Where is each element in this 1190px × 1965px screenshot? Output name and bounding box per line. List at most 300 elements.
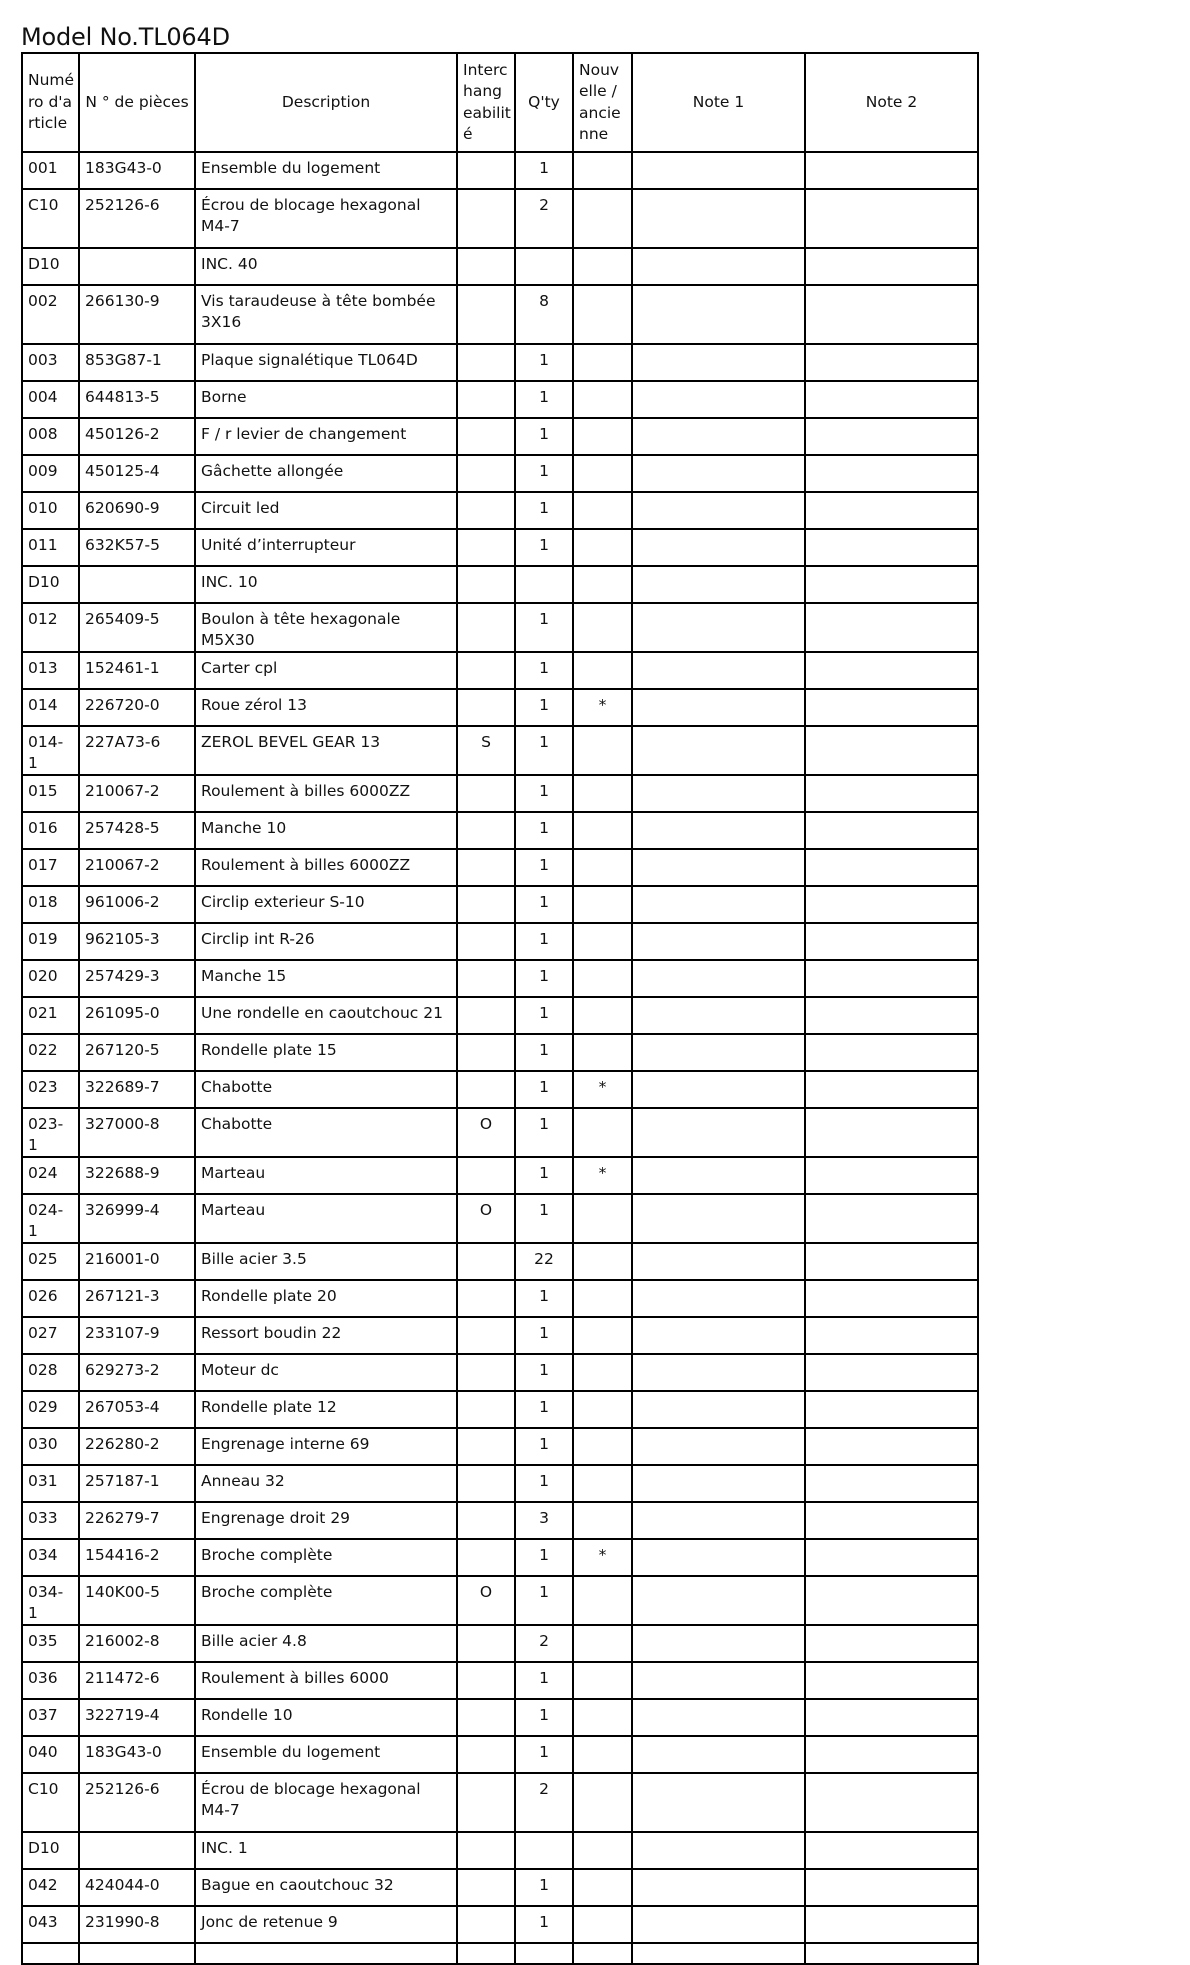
quantity-cell: 1: [515, 1354, 573, 1391]
note-1-cell: [632, 1869, 805, 1906]
item-number-cell: D10: [22, 1832, 79, 1869]
interchangeability-cell: [457, 923, 515, 960]
table-row: [22, 652, 978, 689]
empty-cell: [79, 1943, 195, 1964]
description-cell: Bille acier 3.5: [195, 1243, 457, 1280]
table-row: [22, 1625, 978, 1662]
header-quantity: Q'ty: [515, 53, 573, 152]
item-number-cell: 028: [22, 1354, 79, 1391]
header-interchangeability: Interc hang eabilit é: [457, 53, 515, 152]
description-cell: Roue zérol 13: [195, 689, 457, 726]
empty-cell: [632, 1943, 805, 1964]
quantity-cell: 1: [515, 1391, 573, 1428]
description-cell: Écrou de blocage hexagonal M4-7: [195, 189, 457, 248]
new-old-cell: [573, 812, 632, 849]
item-number-cell: 035: [22, 1625, 79, 1662]
note-2-cell: [805, 1243, 978, 1280]
note-2-cell: [805, 381, 978, 418]
note-2-cell: [805, 248, 978, 285]
header-item-number: Numé ro d'a rticle: [22, 53, 79, 152]
note-1-cell: [632, 248, 805, 285]
parts-table: [21, 52, 979, 1965]
description-cell: Chabotte: [195, 1071, 457, 1108]
note-1-cell: [632, 1243, 805, 1280]
description-cell: Ensemble du logement: [195, 1736, 457, 1773]
note-1-cell: [632, 152, 805, 189]
note-1-cell: [632, 1736, 805, 1773]
new-old-cell: [573, 455, 632, 492]
description-cell: Unité d’interrupteur: [195, 529, 457, 566]
note-2-cell: [805, 285, 978, 344]
note-2-cell: [805, 418, 978, 455]
item-number-cell: 034: [22, 1539, 79, 1576]
part-number-cell: 322688-9: [79, 1157, 195, 1194]
note-1-cell: [632, 1391, 805, 1428]
interchangeability-cell: [457, 1071, 515, 1108]
new-old-cell: *: [573, 1071, 632, 1108]
note-1-cell: [632, 529, 805, 566]
quantity-cell: [515, 248, 573, 285]
new-old-cell: [573, 886, 632, 923]
new-old-cell: [573, 603, 632, 652]
table-row: [22, 886, 978, 923]
note-1-cell: [632, 997, 805, 1034]
part-number-cell: 322719-4: [79, 1699, 195, 1736]
note-2-cell: [805, 1194, 978, 1243]
new-old-cell: [573, 1194, 632, 1243]
part-number-cell: 322689-7: [79, 1071, 195, 1108]
table-row-cut: [22, 1943, 978, 1964]
item-number-cell: D10: [22, 566, 79, 603]
table-row: [22, 492, 978, 529]
new-old-cell: [573, 418, 632, 455]
description-cell: Gâchette allongée: [195, 455, 457, 492]
part-number-cell: 265409-5: [79, 603, 195, 652]
new-old-cell: [573, 344, 632, 381]
table-row: [22, 1194, 978, 1243]
item-number-cell: 033: [22, 1502, 79, 1539]
note-2-cell: [805, 1354, 978, 1391]
note-1-cell: [632, 1906, 805, 1943]
part-number-cell: 252126-6: [79, 189, 195, 248]
note-1-cell: [632, 1539, 805, 1576]
description-cell: F / r levier de changement: [195, 418, 457, 455]
item-number-cell: 010: [22, 492, 79, 529]
quantity-cell: 1: [515, 775, 573, 812]
description-cell: Moteur dc: [195, 1354, 457, 1391]
interchangeability-cell: [457, 689, 515, 726]
new-old-cell: [573, 1773, 632, 1832]
note-2-cell: [805, 566, 978, 603]
part-number-cell: 183G43-0: [79, 1736, 195, 1773]
interchangeability-cell: [457, 997, 515, 1034]
interchangeability-cell: [457, 492, 515, 529]
part-number-cell: 257187-1: [79, 1465, 195, 1502]
table-row: [22, 418, 978, 455]
description-cell: Circuit led: [195, 492, 457, 529]
new-old-cell: [573, 1576, 632, 1625]
item-number-cell: 034-1: [22, 1576, 79, 1625]
quantity-cell: 1: [515, 960, 573, 997]
note-2-cell: [805, 997, 978, 1034]
interchangeability-cell: [457, 1832, 515, 1869]
description-cell: Borne: [195, 381, 457, 418]
description-cell: Bille acier 4.8: [195, 1625, 457, 1662]
quantity-cell: 1: [515, 455, 573, 492]
quantity-cell: 1: [515, 1280, 573, 1317]
table-row: [22, 152, 978, 189]
description-cell: Circlip exterieur S-10: [195, 886, 457, 923]
item-number-cell: 022: [22, 1034, 79, 1071]
new-old-cell: *: [573, 1539, 632, 1576]
interchangeability-cell: [457, 344, 515, 381]
part-number-cell: 267120-5: [79, 1034, 195, 1071]
quantity-cell: 1: [515, 1108, 573, 1157]
new-old-cell: [573, 152, 632, 189]
description-cell: Rondelle plate 20: [195, 1280, 457, 1317]
item-number-cell: 024-1: [22, 1194, 79, 1243]
note-1-cell: [632, 689, 805, 726]
item-number-cell: 013: [22, 652, 79, 689]
table-row: [22, 1071, 978, 1108]
description-cell: Carter cpl: [195, 652, 457, 689]
part-number-cell: 211472-6: [79, 1662, 195, 1699]
part-number-cell: [79, 1832, 195, 1869]
note-2-cell: [805, 923, 978, 960]
note-1-cell: [632, 418, 805, 455]
empty-cell: [573, 1943, 632, 1964]
interchangeability-cell: [457, 1280, 515, 1317]
table-row: [22, 285, 978, 344]
description-cell: Jonc de retenue 9: [195, 1906, 457, 1943]
quantity-cell: 1: [515, 1576, 573, 1625]
note-2-cell: [805, 1034, 978, 1071]
description-cell: Anneau 32: [195, 1465, 457, 1502]
note-1-cell: [632, 1625, 805, 1662]
interchangeability-cell: [457, 1243, 515, 1280]
part-number-cell: 152461-1: [79, 652, 195, 689]
interchangeability-cell: [457, 775, 515, 812]
table-row: [22, 1108, 978, 1157]
description-cell: Ensemble du logement: [195, 152, 457, 189]
table-row: [22, 923, 978, 960]
quantity-cell: [515, 1832, 573, 1869]
table-row: [22, 381, 978, 418]
item-number-cell: 026: [22, 1280, 79, 1317]
item-number-cell: 016: [22, 812, 79, 849]
note-2-cell: [805, 1539, 978, 1576]
note-2-cell: [805, 886, 978, 923]
note-2-cell: [805, 1317, 978, 1354]
quantity-cell: 1: [515, 1869, 573, 1906]
note-1-cell: [632, 1662, 805, 1699]
item-number-cell: 008: [22, 418, 79, 455]
quantity-cell: 1: [515, 603, 573, 652]
interchangeability-cell: [457, 1465, 515, 1502]
table-row: [22, 1906, 978, 1943]
quantity-cell: 1: [515, 1317, 573, 1354]
interchangeability-cell: [457, 418, 515, 455]
part-number-cell: 266130-9: [79, 285, 195, 344]
part-number-cell: 231990-8: [79, 1906, 195, 1943]
table-row: [22, 1428, 978, 1465]
header-note-2: Note 2: [805, 53, 978, 152]
table-row: [22, 1280, 978, 1317]
part-number-cell: 962105-3: [79, 923, 195, 960]
description-cell: Manche 10: [195, 812, 457, 849]
note-2-cell: [805, 455, 978, 492]
part-number-cell: 620690-9: [79, 492, 195, 529]
quantity-cell: 1: [515, 1662, 573, 1699]
note-2-cell: [805, 1465, 978, 1502]
new-old-cell: [573, 960, 632, 997]
table-row: [22, 1773, 978, 1832]
note-2-cell: [805, 812, 978, 849]
part-number-cell: 216002-8: [79, 1625, 195, 1662]
description-cell: Roulement à billes 6000ZZ: [195, 849, 457, 886]
table-row: [22, 529, 978, 566]
note-1-cell: [632, 492, 805, 529]
note-2-cell: [805, 1699, 978, 1736]
quantity-cell: 1: [515, 1465, 573, 1502]
table-row: [22, 1465, 978, 1502]
item-number-cell: 011: [22, 529, 79, 566]
item-number-cell: 003: [22, 344, 79, 381]
interchangeability-cell: [457, 189, 515, 248]
interchangeability-cell: [457, 152, 515, 189]
header-row: [22, 53, 978, 152]
interchangeability-cell: [457, 1773, 515, 1832]
new-old-cell: [573, 1354, 632, 1391]
part-number-cell: 233107-9: [79, 1317, 195, 1354]
part-number-cell: 629273-2: [79, 1354, 195, 1391]
item-number-cell: 021: [22, 997, 79, 1034]
note-2-cell: [805, 1428, 978, 1465]
new-old-cell: [573, 566, 632, 603]
note-1-cell: [632, 455, 805, 492]
table-row: [22, 997, 978, 1034]
item-number-cell: 036: [22, 1662, 79, 1699]
interchangeability-cell: [457, 849, 515, 886]
interchangeability-cell: [457, 1502, 515, 1539]
note-1-cell: [632, 189, 805, 248]
description-cell: INC. 10: [195, 566, 457, 603]
interchangeability-cell: [457, 603, 515, 652]
new-old-cell: [573, 492, 632, 529]
interchangeability-cell: [457, 529, 515, 566]
note-2-cell: [805, 1576, 978, 1625]
part-number-cell: 226279-7: [79, 1502, 195, 1539]
table-row: [22, 455, 978, 492]
quantity-cell: 1: [515, 1071, 573, 1108]
table-row: [22, 189, 978, 248]
quantity-cell: 1: [515, 849, 573, 886]
interchangeability-cell: [457, 1625, 515, 1662]
interchangeability-cell: O: [457, 1108, 515, 1157]
note-1-cell: [632, 886, 805, 923]
note-2-cell: [805, 1832, 978, 1869]
note-1-cell: [632, 1465, 805, 1502]
quantity-cell: 1: [515, 418, 573, 455]
note-2-cell: [805, 849, 978, 886]
table-row: [22, 1502, 978, 1539]
note-1-cell: [632, 1699, 805, 1736]
table-row: [22, 812, 978, 849]
part-number-cell: 226720-0: [79, 689, 195, 726]
quantity-cell: 1: [515, 492, 573, 529]
quantity-cell: 2: [515, 1625, 573, 1662]
note-1-cell: [632, 381, 805, 418]
item-number-cell: 012: [22, 603, 79, 652]
note-1-cell: [632, 849, 805, 886]
quantity-cell: 1: [515, 689, 573, 726]
new-old-cell: [573, 529, 632, 566]
note-2-cell: [805, 1906, 978, 1943]
quantity-cell: 1: [515, 152, 573, 189]
interchangeability-cell: [457, 248, 515, 285]
quantity-cell: 1: [515, 726, 573, 775]
empty-cell: [805, 1943, 978, 1964]
note-1-cell: [632, 603, 805, 652]
part-number-cell: 961006-2: [79, 886, 195, 923]
description-cell: Broche complète: [195, 1576, 457, 1625]
description-cell: Marteau: [195, 1157, 457, 1194]
table-row: [22, 1736, 978, 1773]
interchangeability-cell: [457, 1539, 515, 1576]
interchangeability-cell: [457, 1699, 515, 1736]
new-old-cell: [573, 1699, 632, 1736]
item-number-cell: 019: [22, 923, 79, 960]
quantity-cell: 1: [515, 1699, 573, 1736]
quantity-cell: 1: [515, 1157, 573, 1194]
quantity-cell: 1: [515, 344, 573, 381]
interchangeability-cell: [457, 285, 515, 344]
description-cell: Roulement à billes 6000ZZ: [195, 775, 457, 812]
new-old-cell: [573, 1625, 632, 1662]
quantity-cell: 1: [515, 1539, 573, 1576]
description-cell: Écrou de blocage hexagonal M4-7: [195, 1773, 457, 1832]
interchangeability-cell: [457, 1354, 515, 1391]
table-row: [22, 849, 978, 886]
note-1-cell: [632, 1773, 805, 1832]
part-number-cell: 227A73-6: [79, 726, 195, 775]
new-old-cell: [573, 189, 632, 248]
note-1-cell: [632, 1428, 805, 1465]
item-number-cell: 014: [22, 689, 79, 726]
empty-cell: [195, 1943, 457, 1964]
note-1-cell: [632, 1071, 805, 1108]
note-1-cell: [632, 1317, 805, 1354]
part-number-cell: 261095-0: [79, 997, 195, 1034]
part-number-cell: 632K57-5: [79, 529, 195, 566]
note-2-cell: [805, 1625, 978, 1662]
quantity-cell: 1: [515, 529, 573, 566]
part-number-cell: 424044-0: [79, 1869, 195, 1906]
new-old-cell: [573, 285, 632, 344]
table-row: [22, 1243, 978, 1280]
description-cell: Manche 15: [195, 960, 457, 997]
item-number-cell: 020: [22, 960, 79, 997]
part-number-cell: 450126-2: [79, 418, 195, 455]
interchangeability-cell: [457, 1906, 515, 1943]
table-row: [22, 603, 978, 652]
description-cell: Bague en caoutchouc 32: [195, 1869, 457, 1906]
new-old-cell: [573, 775, 632, 812]
description-cell: Ressort boudin 22: [195, 1317, 457, 1354]
note-2-cell: [805, 189, 978, 248]
interchangeability-cell: [457, 652, 515, 689]
note-1-cell: [632, 726, 805, 775]
note-2-cell: [805, 1773, 978, 1832]
quantity-cell: 1: [515, 652, 573, 689]
description-cell: ZEROL BEVEL GEAR 13: [195, 726, 457, 775]
interchangeability-cell: [457, 455, 515, 492]
note-1-cell: [632, 1157, 805, 1194]
table-row: [22, 1034, 978, 1071]
item-number-cell: 024: [22, 1157, 79, 1194]
description-cell: Rondelle plate 12: [195, 1391, 457, 1428]
note-2-cell: [805, 1280, 978, 1317]
table-row: [22, 1539, 978, 1576]
quantity-cell: 1: [515, 886, 573, 923]
description-cell: Engrenage droit 29: [195, 1502, 457, 1539]
description-cell: Rondelle plate 15: [195, 1034, 457, 1071]
quantity-cell: 1: [515, 1034, 573, 1071]
part-number-cell: 216001-0: [79, 1243, 195, 1280]
description-cell: Circlip int R-26: [195, 923, 457, 960]
description-cell: Roulement à billes 6000: [195, 1662, 457, 1699]
note-2-cell: [805, 960, 978, 997]
new-old-cell: [573, 1832, 632, 1869]
part-number-cell: 327000-8: [79, 1108, 195, 1157]
part-number-cell: 140K00-5: [79, 1576, 195, 1625]
interchangeability-cell: S: [457, 726, 515, 775]
description-cell: Marteau: [195, 1194, 457, 1243]
part-number-cell: 257428-5: [79, 812, 195, 849]
part-number-cell: 154416-2: [79, 1539, 195, 1576]
new-old-cell: *: [573, 1157, 632, 1194]
note-2-cell: [805, 529, 978, 566]
description-cell: INC. 40: [195, 248, 457, 285]
interchangeability-cell: [457, 1317, 515, 1354]
quantity-cell: 1: [515, 997, 573, 1034]
new-old-cell: [573, 1736, 632, 1773]
table-row: [22, 1699, 978, 1736]
quantity-cell: 1: [515, 1428, 573, 1465]
item-number-cell: C10: [22, 189, 79, 248]
description-cell: Vis taraudeuse à tête bombée 3X16: [195, 285, 457, 344]
new-old-cell: [573, 1906, 632, 1943]
new-old-cell: [573, 923, 632, 960]
table-row: [22, 1317, 978, 1354]
note-2-cell: [805, 652, 978, 689]
note-1-cell: [632, 923, 805, 960]
header-part-number: N ° de pièces: [79, 53, 195, 152]
new-old-cell: [573, 1465, 632, 1502]
item-number-cell: D10: [22, 248, 79, 285]
note-1-cell: [632, 1108, 805, 1157]
item-number-cell: 040: [22, 1736, 79, 1773]
note-2-cell: [805, 1869, 978, 1906]
interchangeability-cell: O: [457, 1194, 515, 1243]
note-1-cell: [632, 1034, 805, 1071]
quantity-cell: 1: [515, 812, 573, 849]
note-1-cell: [632, 775, 805, 812]
empty-cell: [457, 1943, 515, 1964]
table-row: [22, 1662, 978, 1699]
note-2-cell: [805, 1391, 978, 1428]
part-number-cell: 326999-4: [79, 1194, 195, 1243]
